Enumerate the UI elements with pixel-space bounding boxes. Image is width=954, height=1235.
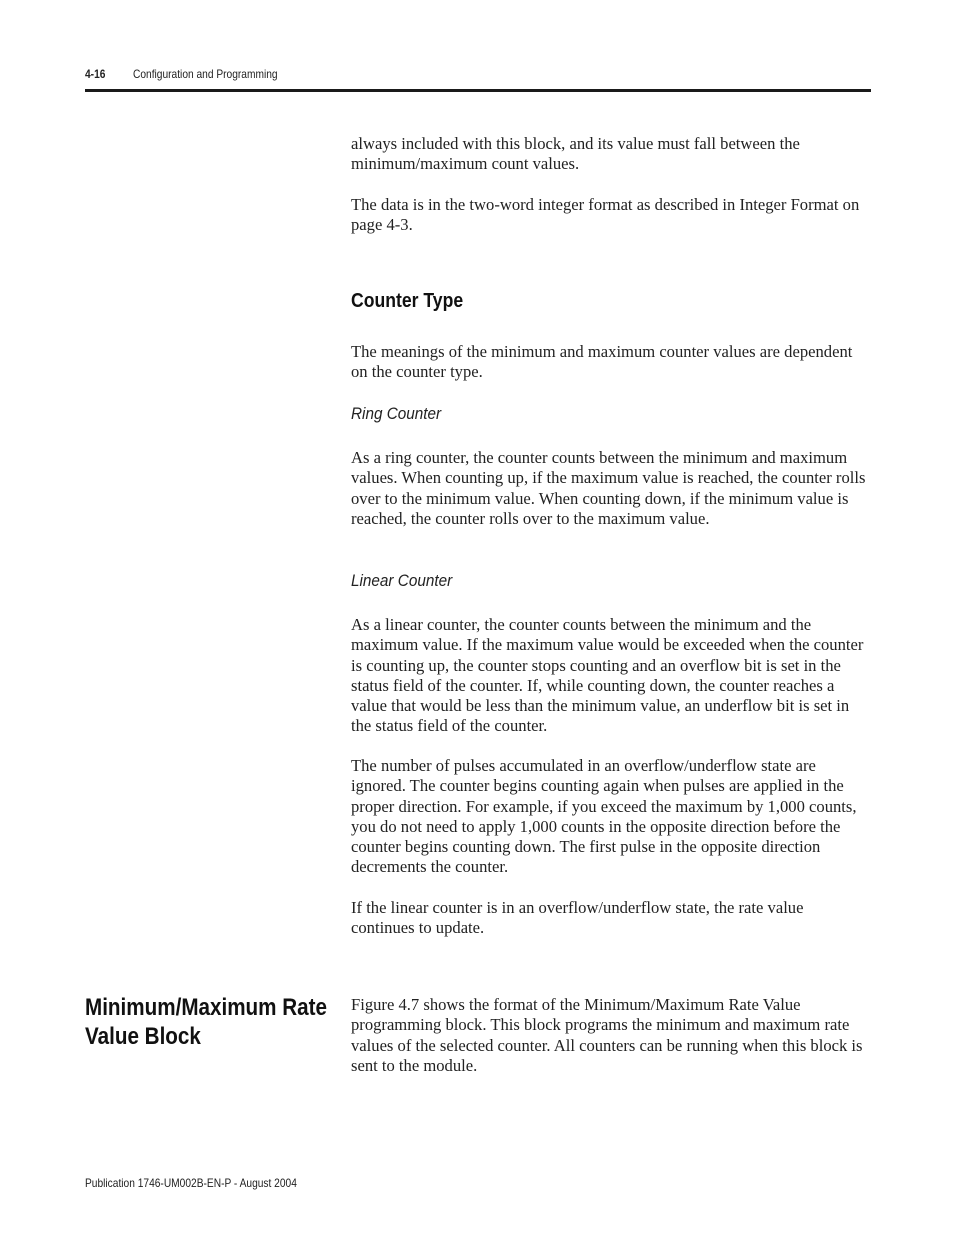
heading-minmax-rate-value-block [85, 993, 327, 1051]
paragraph-block-value-range [351, 134, 871, 175]
running-title: Configuration and Programming [133, 67, 278, 81]
heading-ring-counter: Ring Counter [351, 404, 442, 423]
paragraph: The meanings of the minimum and maximum counter values are dependent on the counter type. [351, 342, 853, 382]
heading-linear-counter: Linear Counter [351, 571, 453, 590]
paragraph-linear-counter [351, 615, 871, 737]
paragraph: always included with this block, and its value must fall between the minimum/maximum count values. [351, 134, 800, 174]
page-number: 4-16 [85, 67, 106, 81]
paragraph-counter-type-intro [351, 342, 871, 383]
paragraph: The data is in the two-word integer format as described in Integer Format on page 4-3. [351, 195, 860, 235]
heading-line: Minimum/Maximum Rate [85, 994, 327, 1021]
page-header [85, 66, 871, 84]
paragraph: As a ring counter, the counter counts between the minimum and maximum values. When counting up, if the maximum value is reached, the counter rolls over to the minimum value. When counting down, if the minimum value is reached, the counter rolls over to the maximum value. [351, 448, 866, 528]
paragraph: If the linear counter is in an overflow/underflow state, the rate value continues to update. [351, 898, 804, 938]
heading-counter-type: Counter Type [351, 290, 464, 312]
heading-line: Value Block [85, 1023, 201, 1050]
paragraph: Figure 4.7 shows the format of the Minimum/Maximum Rate Value programming block. This block programs the minimum and maximum rate values of the selected counter. All counters can be running when this block is sent to the module. [351, 995, 863, 1075]
paragraph: As a linear counter, the counter counts between the minimum and the maximum value. If the maximum value would be exceeded when the counter is counting up, the counter stops counting and an overflow bit is set in the status field of the counter. If, while counting down, the counter reaches a value that would be less than the minimum value, an underflow bit is set in the status field of the counter. [351, 615, 864, 736]
paragraph-ring-counter [351, 448, 871, 529]
paragraph-data-format [351, 195, 871, 236]
header-rule [85, 89, 871, 92]
paragraph-figure-reference [351, 995, 871, 1076]
paragraph-overflow-pulses [351, 756, 871, 878]
page-footer: Publication 1746-UM002B-EN-P - August 2004 [85, 1176, 297, 1190]
paragraph-rate-update [351, 898, 871, 939]
paragraph: The number of pulses accumulated in an overflow/underflow state are ignored. The counter begins counting again when pulses are applied in the proper direction. For example, if you exceed the maximum by 1,000 counts, you do not need to apply 1,000 counts in the opposite direction before the counter begins counting down. The first pulse in the opposite direction decrements the counter. [351, 756, 857, 877]
